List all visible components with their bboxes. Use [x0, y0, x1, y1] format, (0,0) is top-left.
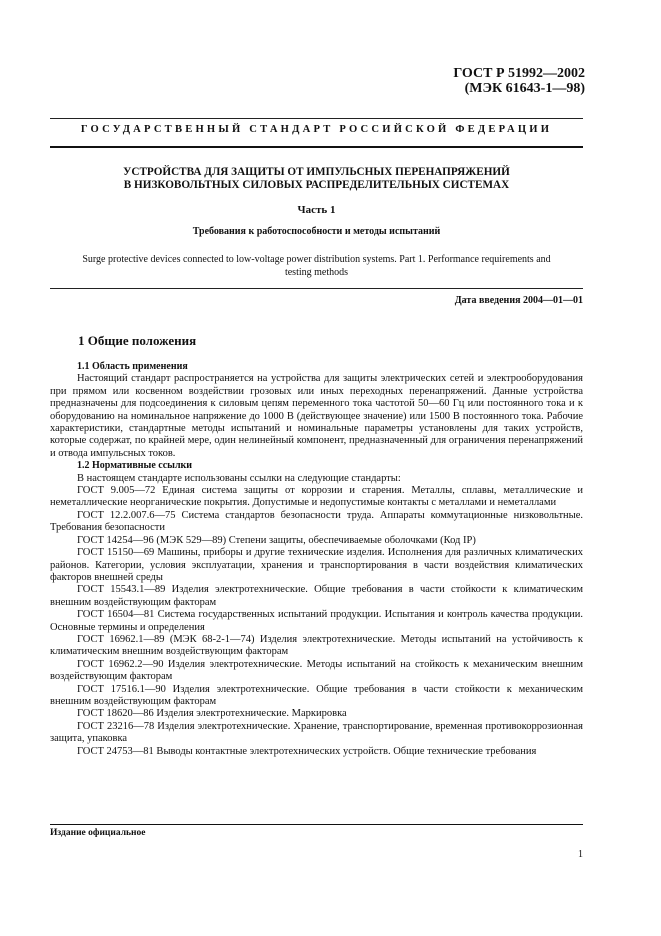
reference-item: ГОСТ 16504—81 Система государственных испытаний продукции. Испытания и контроль качества продукции. Основные термины и определения [50, 609, 583, 633]
body-text [50, 361, 583, 758]
title-line-2: В НИЗКОВОЛЬТНЫХ СИЛОВЫХ РАСПРЕДЕЛИТЕЛЬНЫХ СИСТЕМАХ [123, 179, 510, 191]
reference-item: ГОСТ 16962.2—90 Изделия электротехнические. Методы испытаний на стойкость к механическим внешним воздействующим факторам [50, 658, 583, 683]
reference-item: ГОСТ 24753—81 Выводы контактные электротехнических устройств. Общие технические требования [77, 745, 537, 757]
english-title-line-1: Surge protective devices connected to low-voltage power distribution systems. Part 1. Performance requirements and [82, 254, 551, 265]
section-heading [78, 333, 196, 349]
references-heading: 1.2 Нормативные ссылки [77, 460, 193, 472]
reference-item: ГОСТ 15150—69 Машины, приборы и другие технические изделия. Исполнения для различных климатических районов. Категории, условия эксплуатации, хранения и транспортирования в части воздействия климатических факторов внешней среды [50, 547, 583, 583]
official-edition-label: Издание официальное [50, 828, 146, 838]
reference-item: ГОСТ 17516.1—90 Изделия электротехнические. Общие требования в части стойкости к механическим внешним воздействующим факторам [50, 683, 583, 707]
page-number: 1 [578, 849, 583, 860]
title-line-1: УСТРОЙСТВА ДЛЯ ЗАЩИТЫ ОТ ИМПУЛЬСНЫХ ПЕРЕНАПРЯЖЕНИЙ [123, 166, 510, 178]
introduction-date: Дата введения 2004—01—01 [454, 295, 583, 306]
scope-paragraph: Настоящий стандарт распространяется на устройства для защиты электрических сетей и электрооборудования при прямом или косвенном воздействии грозовых или иных переходных перенапряжений. Данные устройства предназначены для подсоединения к силовым цепям переменного тока частотой 50—60 Гц или постоянного тока и к оборудованию на номинальное напряжение до 1000 В (действующее значение) или 1500 В постоянного тока. Рабочие характеристики, стандартные методы испытаний и номинальные параметры установлены для таких устройств, которые содержат, по крайней мере, один нелинейный компонент, предназначенный для ограничения перенапряжений и отвода импульсных токов. [50, 373, 583, 459]
standard-number-block [453, 66, 585, 96]
top-rule [50, 118, 583, 119]
reference-item: ГОСТ 16962.1—89 (МЭК 68-2-1—74) Изделия электротехнические. Методы испытаний на устойчивость к климатическим внешним воздействующим факторам [50, 633, 583, 658]
document-subtitle: Требования к работоспособности и методы испытаний [192, 226, 441, 237]
header-rule [50, 146, 583, 148]
state-standard-heading: ГОСУДАРСТВЕННЫЙ СТАНДАРТ РОССИЙСКОЙ ФЕДЕРАЦИИ [80, 124, 553, 135]
reference-item: ГОСТ 9.005—72 Единая система защиты от коррозии и старения. Металлы, сплавы, металлические и неметаллические неорганические покрытия. Допустимые и недопустимые контакты с металлами и неметаллами [50, 485, 583, 509]
reference-item: ГОСТ 14254—96 (МЭК 529—89) Степени защиты, обеспечиваемые оболочками (Код IP) [77, 534, 476, 546]
english-title-line-2: testing methods [284, 267, 349, 278]
iec-number: (МЭК 61643-1—98) [464, 81, 585, 96]
reference-item: ГОСТ 18620—86 Изделия электротехнические. Маркировка [77, 708, 347, 720]
reference-item: ГОСТ 15543.1—89 Изделия электротехнические. Общие требования в части стойкости к климатическим внешним воздействующим факторам [50, 584, 583, 608]
section-1-title: 1 Общие положения [78, 333, 197, 348]
gost-number: ГОСТ Р 51992—2002 [453, 66, 585, 81]
references-intro: В настоящем стандарте использованы ссылки на следующие стандарты: [77, 472, 401, 484]
reference-item: ГОСТ 12.2.007.6—75 Система стандартов безопасности труда. Аппараты коммутационные низковольтные. Требования безопасности [50, 509, 583, 534]
document-title [50, 166, 583, 192]
footer-rule [50, 824, 583, 825]
date-rule [50, 288, 583, 289]
scope-heading: 1.1 Область применения [77, 361, 188, 372]
part-label: Часть 1 [297, 204, 336, 216]
reference-item: ГОСТ 23216—78 Изделия электротехнические. Хранение, транспортирование, временная противокоррозионная защита, упаковка [50, 720, 583, 745]
english-title [50, 253, 583, 279]
